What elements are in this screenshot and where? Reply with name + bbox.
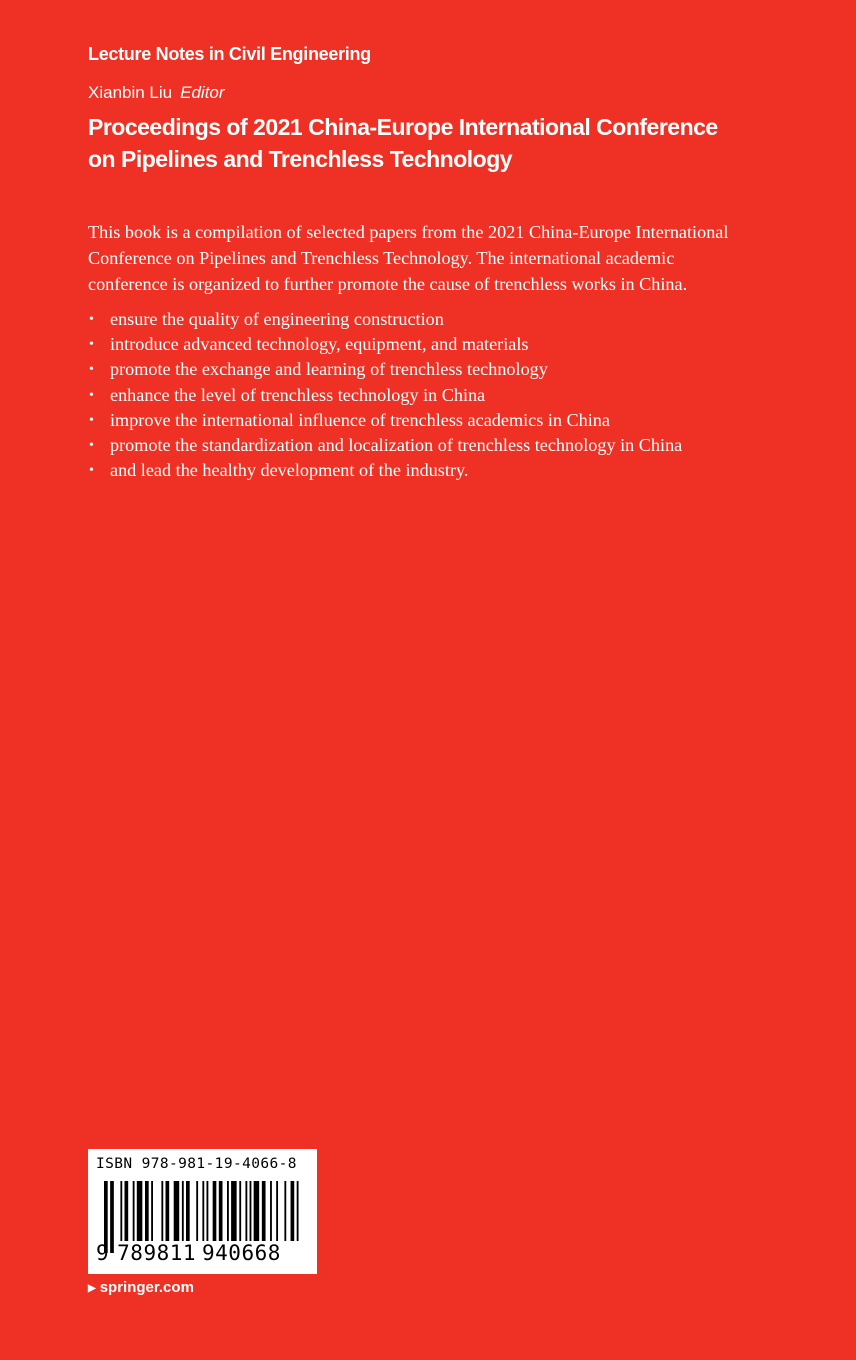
description-line: conference is organized to further promote the cause of trenchless works in China. xyxy=(88,274,688,294)
barcode-digit-group-right: 940668 xyxy=(202,1241,281,1265)
isbn-label: ISBN 978-981-19-4066-8 xyxy=(96,1156,297,1172)
editor-role: Editor xyxy=(180,83,225,102)
bullet-icon: • xyxy=(89,362,94,378)
goals-list xyxy=(88,307,682,483)
arrow-right-icon: ▶ xyxy=(88,1283,96,1294)
list-item: • improve the international influence of trenchless academics in China xyxy=(88,408,682,433)
list-item: • and lead the healthy development of the industry. xyxy=(88,458,682,483)
publisher-link[interactable]: ▶ springer.com xyxy=(88,1279,194,1296)
bullet-icon: • xyxy=(89,412,94,428)
barcode-digit-first: 9 xyxy=(96,1241,110,1265)
description-line: Conference on Pipelines and Trenchless Technology. The international academic xyxy=(88,248,675,268)
series-name: Lecture Notes in Civil Engineering xyxy=(88,44,371,64)
list-item: • introduce advanced technology, equipment, and materials xyxy=(88,332,682,357)
book-description xyxy=(88,219,788,297)
isbn-barcode xyxy=(88,1149,317,1274)
list-item: • promote the standardization and localization of trenchless technology in China xyxy=(88,433,682,458)
book-title-line: Proceedings of 2021 China-Europe International Conference xyxy=(88,114,718,140)
editor-line xyxy=(88,83,225,103)
bullet-icon: • xyxy=(89,463,94,479)
bullet-icon: • xyxy=(89,312,94,327)
bullet-icon: • xyxy=(89,438,94,454)
list-item: • ensure the quality of engineering construction xyxy=(88,307,682,332)
barcode-digits xyxy=(96,1241,282,1265)
book-title-line: on Pipelines and Trenchless Technology xyxy=(88,146,513,172)
bullet-icon: • xyxy=(89,337,94,353)
barcode-digit-group-left: 789811 xyxy=(117,1241,197,1265)
list-item: • enhance the level of trenchless technology in China xyxy=(88,383,682,408)
book-title xyxy=(88,111,808,175)
editor-name: Xianbin Liu xyxy=(88,83,173,102)
description-line: This book is a compilation of selected papers from the 2021 China-Europe International xyxy=(88,222,729,242)
bullet-icon: • xyxy=(89,387,94,403)
list-item: • promote the exchange and learning of trenchless technology xyxy=(88,357,682,382)
